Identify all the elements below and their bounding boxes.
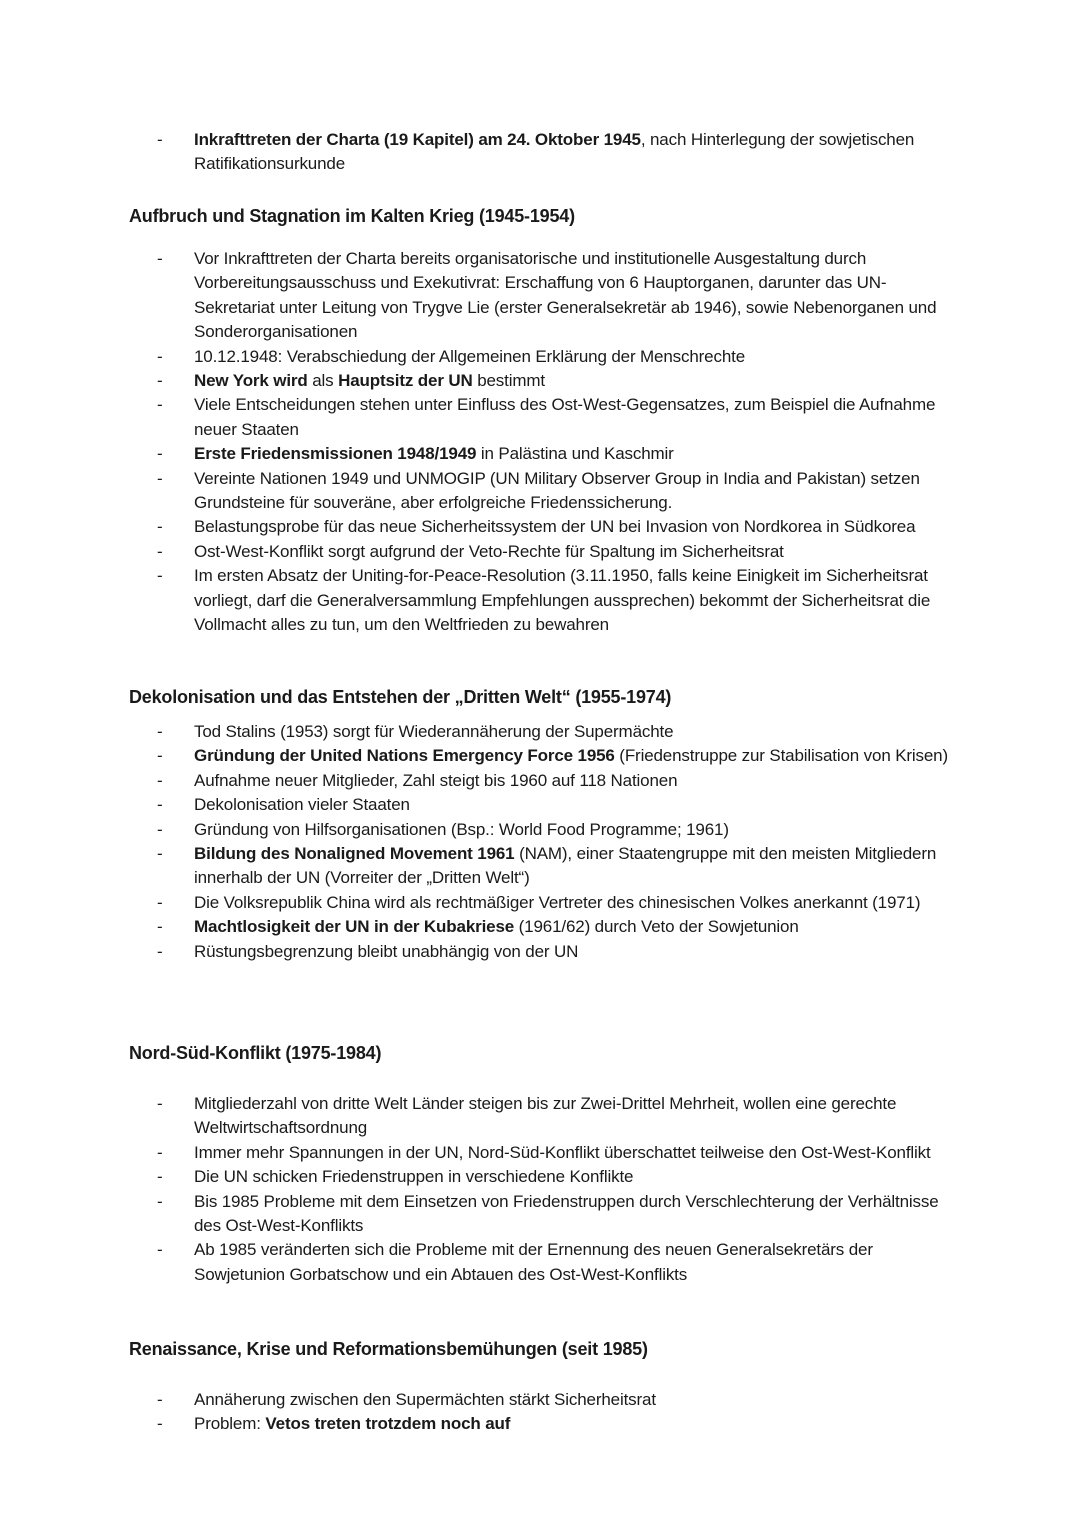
text-run: , nach Hinterlegung der sowjetischen Ratifikationsurkunde — [194, 130, 915, 174]
bullet-list — [0, 720, 1080, 964]
list-item — [0, 1141, 1080, 1165]
list-item — [0, 369, 1080, 393]
text-run: Im ersten Absatz der Uniting-for-Peace-Resolution (3.11.1950, falls keine Einigkeit im Sicherheitsrat vorliegt, darf die Generalversammlung Empfehlungen aussprechen) bekommt der Sicherheitsrat die Vollmacht alles zu tun, um den Weltfrieden zu bewahren — [194, 566, 931, 635]
text-run: Bis 1985 Probleme mit dem Einsetzen von Friedenstruppen durch Verschlechterung der Verhältnisse des Ost-West-Konflikts — [194, 1191, 939, 1236]
text-run: (Friedenstruppe zur Stabilisation von Krisen) — [614, 746, 948, 766]
list-item — [0, 540, 1080, 564]
text-run: Rüstungsbegrenzung bleibt unabhängig von der UN — [194, 941, 579, 961]
list-item — [0, 1190, 1080, 1239]
text-run: als — [307, 371, 339, 391]
text-run: Problem: — [194, 1414, 266, 1434]
list-item — [0, 818, 1080, 842]
list-item — [0, 720, 1080, 744]
text-run: (NAM), einer Staatengruppe mit den meisten Mitgliedern innerhalb der UN (Vorreiter der „Dritten Welt“) — [194, 844, 937, 888]
list-item — [0, 467, 1080, 516]
bold-text: Vetos treten trotzdem noch auf — [265, 1414, 511, 1434]
section-heading: Dekolonisation und das Entstehen der „Dritten Welt“ (1955-1974) — [129, 687, 672, 707]
list-item — [0, 564, 1080, 637]
section-heading: Renaissance, Krise und Reformationsbemühungen (seit 1985) — [129, 1339, 648, 1359]
list-item — [0, 793, 1080, 817]
text-run: Aufnahme neuer Mitglieder, Zahl steigt bis 1960 auf 118 Nationen — [194, 770, 678, 790]
bullet-list — [0, 128, 1080, 177]
bold-text: Bildung des Nonaligned Movement 1961 — [194, 844, 515, 864]
text-run: 10.12.1948: Verabschiedung der Allgemeinen Erklärung der Menschrechte — [194, 346, 746, 366]
list-item — [0, 393, 1080, 442]
text-run: Dekolonisation vieler Staaten — [194, 795, 410, 815]
text-run: Die Volksrepublik China wird als rechtmäßiger Vertreter des chinesischen Volkes anerkannt (1971) — [194, 892, 921, 912]
text-run: Immer mehr Spannungen in der UN, Nord-Süd-Konflikt überschattet teilweise den Ost-West-Konflikt — [194, 1142, 931, 1162]
list-item — [0, 891, 1080, 915]
bold-text: Machtlosigkeit der UN in der Kubakriese — [194, 917, 515, 937]
list-item — [0, 842, 1080, 891]
list-item — [0, 442, 1080, 466]
text-run: Gründung von Hilfsorganisationen (Bsp.: World Food Programme; 1961) — [194, 819, 729, 839]
bold-text: Hauptsitz der UN — [338, 371, 473, 391]
text-run: Viele Entscheidungen stehen unter Einfluss des Ost-West-Gegensatzes, zum Beispiel die Aufnahme neuer Staaten — [194, 395, 936, 439]
bold-text: Gründung der United Nations Emergency Force 1956 — [194, 746, 615, 766]
bullet-list — [0, 247, 1080, 638]
text-run: Mitgliederzahl von dritte Welt Länder steigen bis zur Zwei-Drittel Mehrheit, wollen eine gerechte Weltwirtschaftsordnung — [194, 1094, 897, 1138]
section-heading: Nord-Süd-Konflikt (1975-1984) — [129, 1043, 382, 1063]
section-renaissance — [0, 1337, 1080, 1437]
text-run: Ab 1985 veränderten sich die Probleme mit der Ernennung des neuen Generalsekretärs der Sowjetunion Gorbatschow und ein Abtauen des Ost-West-Konflikts — [194, 1240, 873, 1284]
section-nord-sued — [0, 1041, 1080, 1287]
text-run: Ost-West-Konflikt sorgt aufgrund der Veto-Rechte für Spaltung im Sicherheitsrat — [194, 541, 784, 561]
section-dekolonisation — [0, 685, 1080, 964]
text-run: Tod Stalins (1953) sorgt für Wiederannäherung der Supermächte — [194, 722, 674, 741]
text-run: Belastungsprobe für das neue Sicherheitssystem der UN bei Invasion von Nordkorea in Südkorea — [194, 517, 916, 537]
section-heading: Aufbruch und Stagnation im Kalten Krieg (1945-1954) — [129, 206, 575, 226]
text-run: Vereinte Nationen 1949 und UNMOGIP (UN Military Observer Group in India and Pakistan) setzen Grundsteine für souveräne, aber erfolgreiche Friedenssicherung. — [194, 468, 920, 513]
list-item — [0, 128, 1080, 177]
text-run: Vor Inkrafttreten der Charta bereits organisatorische und institutionelle Ausgestaltung durch Vorbereitungsausschuss und Exekutivrat: Erschaffung von 6 Hauptorganen, darunter das UN-Sekretariat unter Leitung von Trygve Lie (erster Generalsekretär ab 1946), sowie Nebenorganen und Sonderorganisationen — [194, 249, 937, 342]
list-item — [0, 1092, 1080, 1141]
text-run: in Palästina und Kaschmir — [476, 444, 674, 464]
bold-text: Erste Friedensmissionen 1948/1949 — [194, 444, 477, 464]
text-run: (1961/62) durch Veto der Sowjetunion — [514, 917, 799, 937]
list-item — [0, 940, 1080, 964]
list-item — [0, 769, 1080, 793]
bullet-list — [0, 1388, 1080, 1437]
intro-block — [0, 128, 1080, 177]
list-item — [0, 1238, 1080, 1287]
list-item — [0, 1165, 1080, 1189]
list-item — [0, 915, 1080, 939]
list-item — [0, 744, 1080, 768]
list-item — [0, 515, 1080, 539]
bullet-list — [0, 1092, 1080, 1287]
bold-text: Inkrafttreten der Charta (19 Kapitel) am 24. Oktober 1945 — [194, 130, 641, 149]
section-kalter-krieg — [0, 204, 1080, 638]
list-item — [0, 345, 1080, 369]
bold-text: New York wird — [194, 371, 308, 391]
text-run: Die UN schicken Friedenstruppen in verschiedene Konflikte — [194, 1167, 634, 1187]
list-item — [0, 247, 1080, 345]
list-item — [0, 1412, 1080, 1436]
list-item — [0, 1388, 1080, 1412]
text-run: Annäherung zwischen den Supermächten stärkt Sicherheitsrat — [194, 1390, 656, 1409]
text-run: bestimmt — [472, 371, 545, 391]
